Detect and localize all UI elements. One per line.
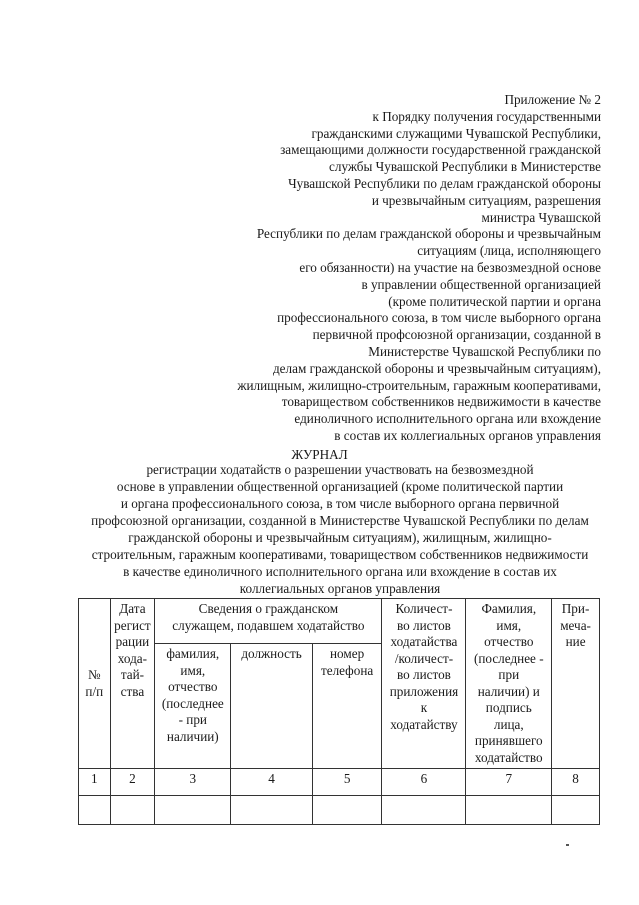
header-employee-info: Сведения о гражданском служащем, подавшем ходатайство <box>155 599 382 644</box>
column-number: 5 <box>312 769 382 796</box>
subtitle-line: строительным, гаражным кооперативами, товариществом собственников недвижимости <box>91 547 589 562</box>
column-number: 8 <box>552 769 600 796</box>
header-phone: номер телефона <box>312 644 382 769</box>
subtitle-line: профсоюзной организации, созданной в Министерстве Чувашской Республики по делам <box>91 513 589 528</box>
appendix-line: Чувашской Республики по делам гражданской обороны <box>288 175 601 191</box>
subtitle-line: регистрации ходатайств о разрешении участвовать на безвозмездной <box>146 462 534 477</box>
table-cell <box>155 796 231 825</box>
appendix-line: в управлении общественной организацией <box>361 276 601 292</box>
journal-title: ЖУРНАЛ <box>291 447 348 462</box>
header-full-name: фамилия, имя, отчество (последнее - при наличии) <box>155 644 231 769</box>
appendix-line: делам гражданской обороны и чрезвычайным ситуациям), <box>272 360 601 376</box>
subtitle-line: коллегиальных органов управления <box>239 581 441 596</box>
column-number: 2 <box>110 769 155 796</box>
appendix-line: к Порядку получения государственными <box>372 108 601 124</box>
appendix-line: ситуациям (лица, исполняющего <box>417 243 601 259</box>
scan-speck <box>566 844 569 846</box>
header-sheet-count: Количест- во листов ходатайства /количест- во листов приложения к ходатайству <box>382 599 466 769</box>
header-date: Дата регист рации хода- тай- ства <box>110 599 155 769</box>
table-cell <box>382 796 466 825</box>
table-cell <box>110 796 155 825</box>
header-position: должность <box>231 644 312 769</box>
table-cell <box>466 796 552 825</box>
table-number-row <box>79 769 600 796</box>
header-receiver: Фамилия, имя, отчество (последнее - при наличии) и подпись лица, принявшего ходатайство <box>466 599 552 769</box>
appendix-line: службы Чувашской Республики в Министерстве <box>329 159 601 175</box>
appendix-line: министра Чувашской <box>481 209 601 225</box>
journal-table <box>78 598 600 825</box>
column-number: 3 <box>155 769 231 796</box>
appendix-line: его обязанности) на участие на безвозмездной основе <box>299 259 601 275</box>
appendix-line: единоличного исполнительного органа или вхождение <box>294 411 601 427</box>
appendix-line: (кроме политической партии и органа <box>388 293 601 309</box>
column-number: 7 <box>466 769 552 796</box>
appendix-line: в состав их коллегиальных органов управления <box>334 427 601 443</box>
appendix-line: Республики по делам гражданской обороны и чрезвычайным <box>256 226 601 242</box>
appendix-line: жилищным, жилищно-строительным, гаражным кооперативами, <box>237 377 601 393</box>
appendix-line: первичной профсоюзной организации, созданной в <box>312 327 601 343</box>
appendix-line: замещающими должности государственной гражданской <box>280 142 601 158</box>
column-number: 4 <box>231 769 312 796</box>
column-number: 1 <box>79 769 111 796</box>
appendix-header <box>181 92 601 445</box>
subtitle-line: основе в управлении общественной организацией (кроме политической партии <box>116 479 564 494</box>
subtitle-line: и органа профессионального союза, в том числе выборного органа первичной <box>120 496 560 511</box>
appendix-line: Приложение № 2 <box>504 92 601 107</box>
subtitle-line: гражданской обороны и чрезвычайным ситуациям), жилищным, жилищно- <box>128 530 552 545</box>
appendix-line: гражданскими служащими Чувашской Республики, <box>311 125 601 141</box>
header-notes: При- меча- ние <box>552 599 600 769</box>
column-number: 6 <box>382 769 466 796</box>
appendix-line: Министерстве Чувашской Республики по <box>368 343 601 359</box>
appendix-line: и чрезвычайным ситуациям, разрешения <box>371 192 601 208</box>
appendix-line: профессионального союза, в том числе выборного органа <box>277 310 601 326</box>
appendix-line: товариществом собственников недвижимости в качестве <box>281 394 601 410</box>
table-cell <box>231 796 312 825</box>
journal-subtitle <box>60 461 620 597</box>
table-cell <box>312 796 382 825</box>
table-row <box>79 796 600 825</box>
header-number: № п/п <box>79 599 111 769</box>
subtitle-line: в качестве единоличного исполнительного органа или вхождение в состав их <box>123 564 557 579</box>
table-cell <box>552 796 600 825</box>
table-cell <box>79 796 111 825</box>
table-header-row <box>79 599 600 644</box>
